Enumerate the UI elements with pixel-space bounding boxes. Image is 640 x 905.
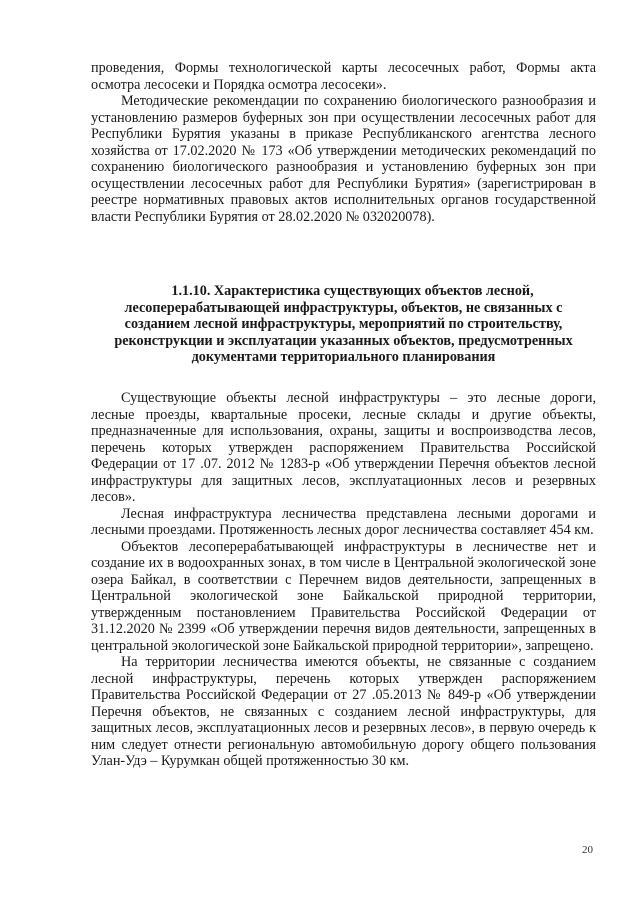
paragraph-processing-infrastructure: Объектов лесоперерабатывающей инфраструктуры в лесничестве нет и создание их в водоохранных зонах, в том числе в Центральной экологической зоне озера Байкал, в соответствии с Перечнем видов деятельности, запрещенных в Центральной экологической зоне Байкальской природной территории, утвержденным постановлением Правительства Российской Федерации от 31.12.2020 № 2399 «Об утверждении перечня видов деятельности, запрещенных в центральной экологической зоне Байкальской природной территории», запрещено. [91,538,596,654]
paragraph-methodical-recommendations: Методические рекомендации по сохранению биологического разнообразия и установлению размеров буферных зон при осуществлении лесосечных работ для Республики Бурятия указаны в приказе Республиканского агентства лесного хозяйства от 17.02.2020 № 173 «Об утверждении методических рекомендаций по сохранению биологического разнообразия и установлению буферных зон при осуществлении лесосечных работ для Республики Бурятия» (зарегистрирован в реестре нормативных правовых актов исполнительных органов государственной власти Республики Бурятия от 28.02.2020 № 032020078). [91,93,596,225]
body-text-block [91,390,596,770]
paragraph-forest-roads: Лесная инфраструктура лесничества представлена лесными дорогами и лесными проездами. Протяженность лесных дорог лесничества составляет 454 км. [91,505,596,538]
page-number: 20 [582,844,593,856]
top-text-block [91,60,596,225]
paragraph-non-forest-objects: На территории лесничества имеются объекты, не связанные с созданием лесной инфраструктуры, перечень которых утвержден распоряжением Правительства Российской Федерации от 27 .05.2013 № 849-р «Об утверждении Перечня объектов, не связанных с созданием лесной инфраструктуры, для защитных лесов, эксплуатационных лесов и резервных лесов», в первую очередь к ним следует отнести региональную автомобильную дорогу общего пользования Улан-Удэ – Курумкан общей протяженностью 30 км. [91,654,596,769]
paragraph-existing-objects: Существующие объекты лесной инфраструктуры – это лесные дороги, лесные проезды, квартальные просеки, лесные склады и другие объекты, предназначенные для использования, охраны, защиты и воспроизводства лесов, перечень которых утвержден распоряжением Правительства Российской Федерации от 17 .07. 2012 № 1283-р «Об утверждении Перечня объектов лесной инфраструктуры для защитных лесов, эксплуатационных лесов и резервных лесов». [91,390,596,505]
section-title: Характеристика существующих объектов лесной, лесоперерабатывающей инфраструктуры, объектов, не связанных с созданием лесной инфраструктуры, мероприятий по строительству, реконструкции и эксплуатации указанных объектов, предусмотренных документами территориального планирования [114,283,573,365]
section-number: 1.1.10. [171,283,211,299]
section-heading [91,283,596,366]
paragraph-continuation: проведения, Формы технологической карты лесосечных работ, Формы акта осмотра лесосеки и Порядка осмотра лесосеки». [91,60,596,93]
